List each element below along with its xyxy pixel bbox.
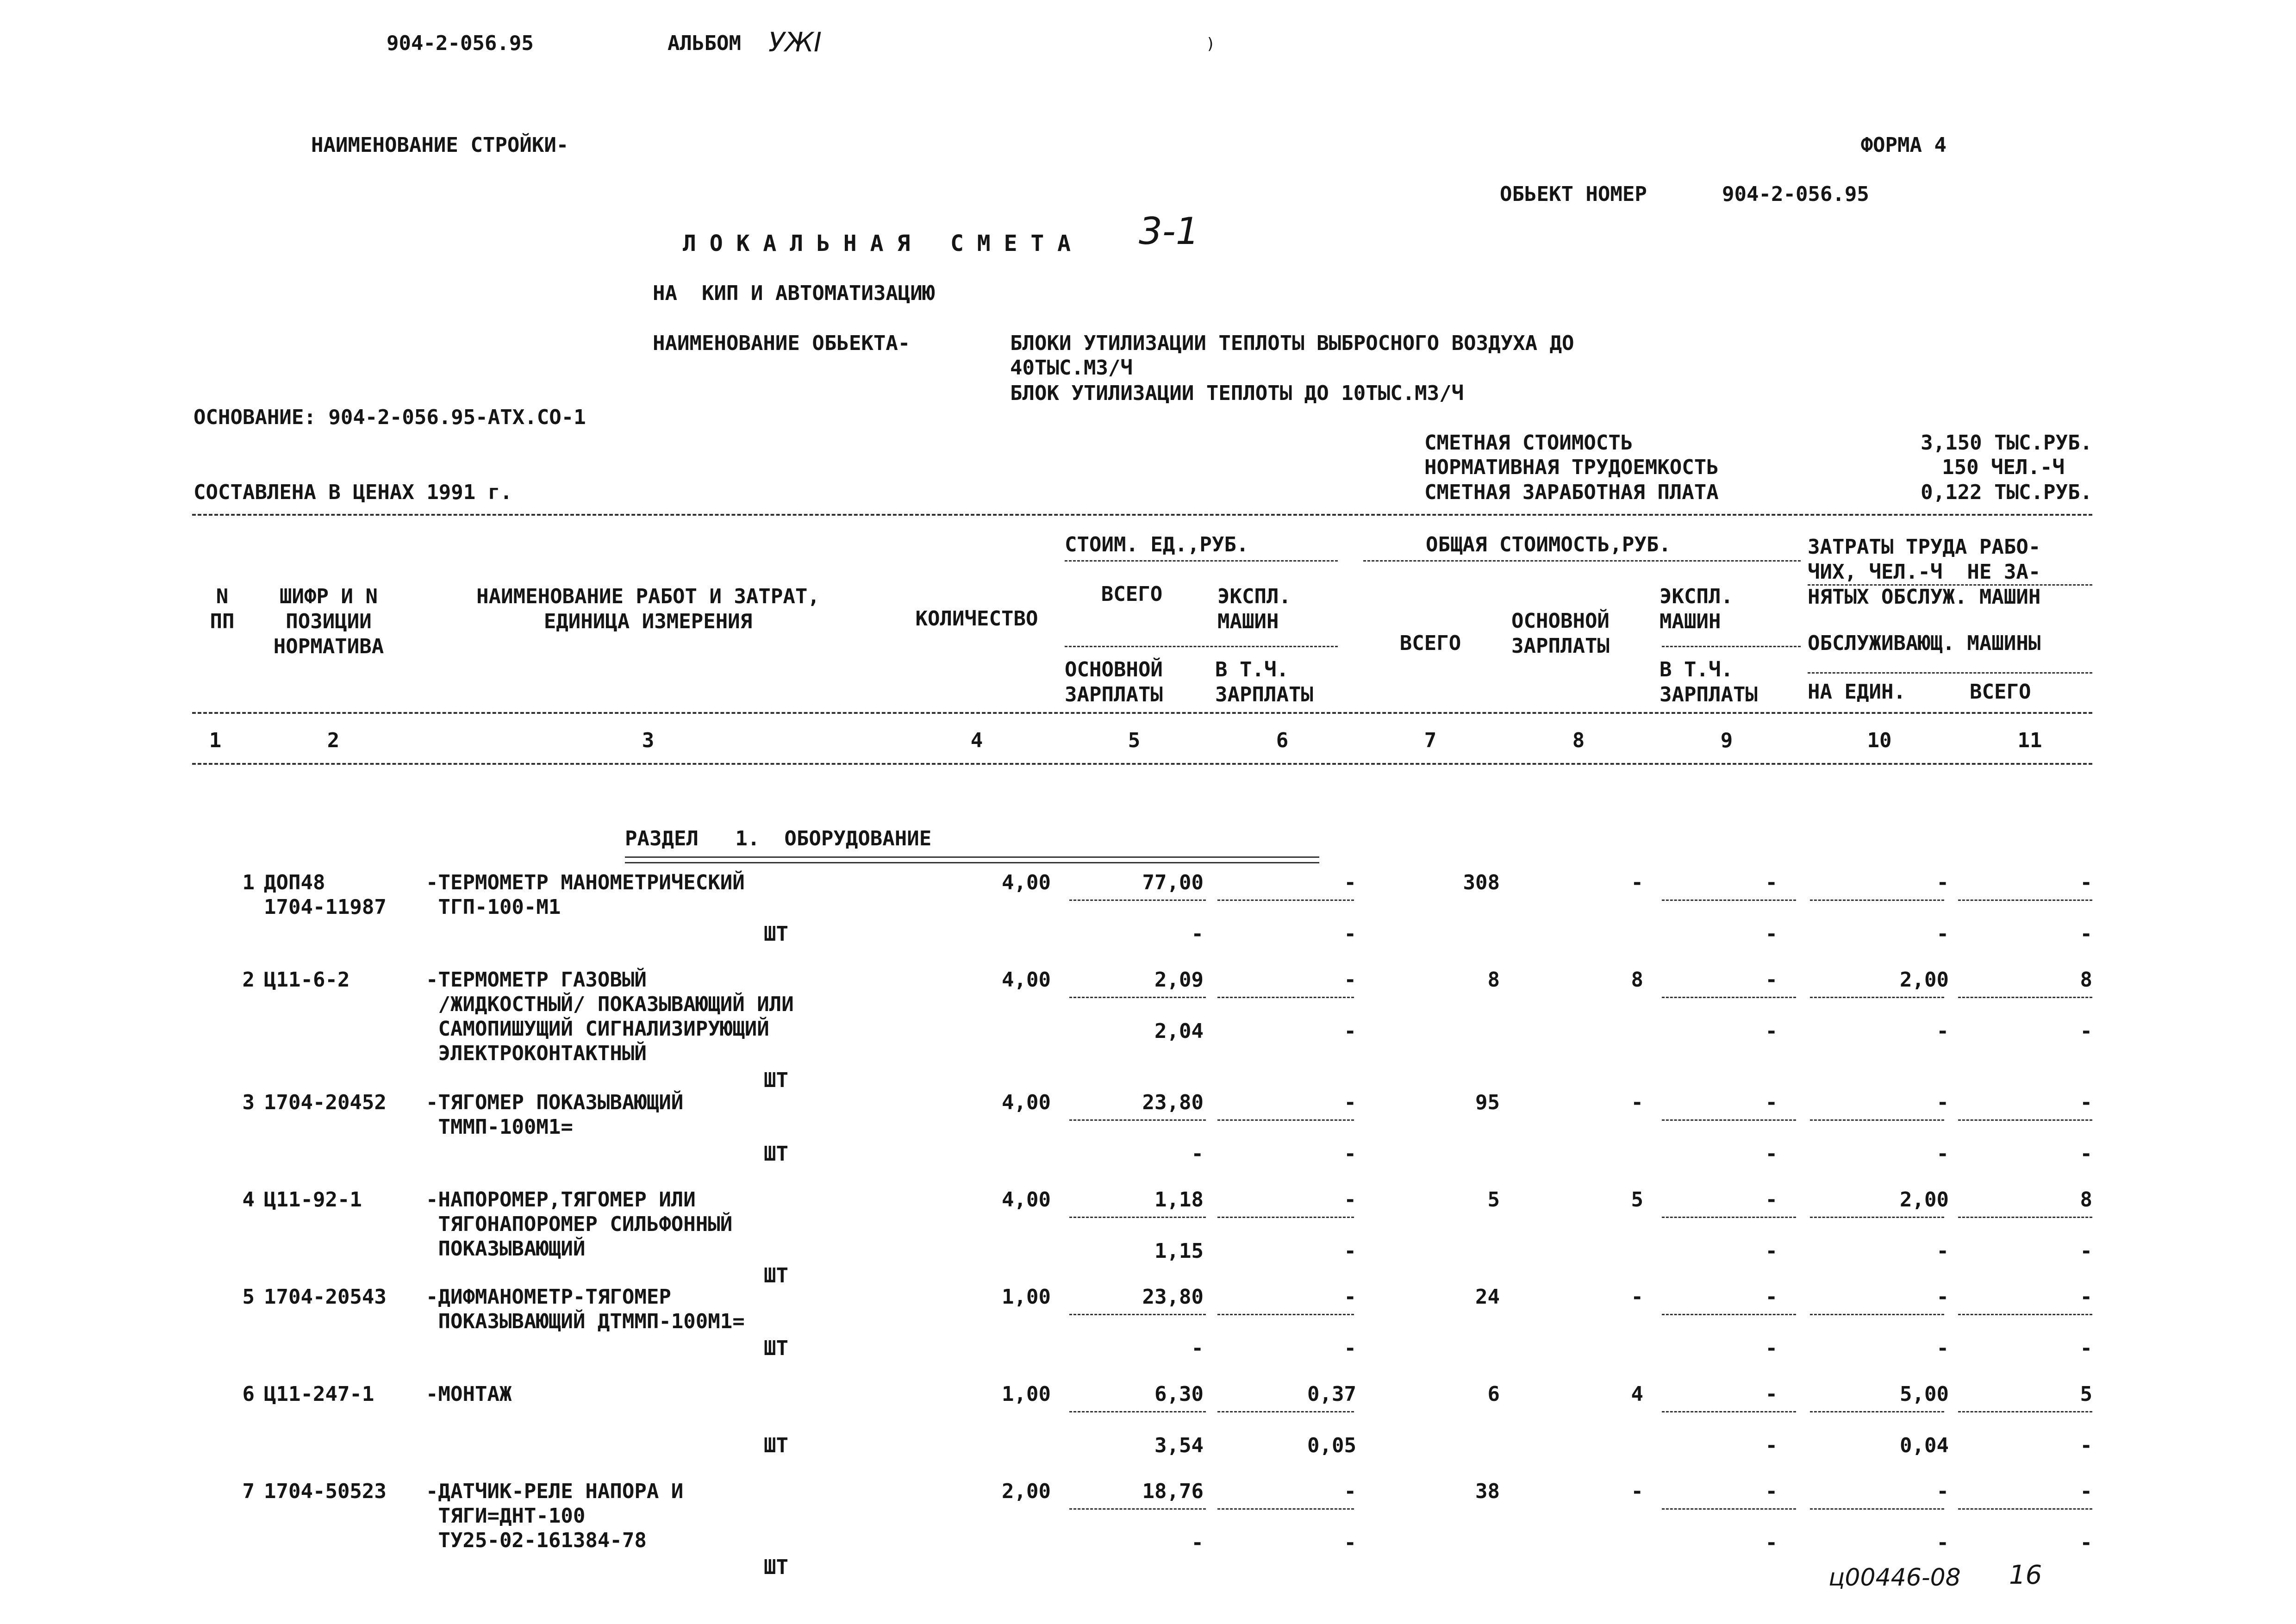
row-quantity: 2,00 <box>1002 1480 1051 1503</box>
object-name-line1: БЛОКИ УТИЛИЗАЦИИ ТЕПЛОТЫ ВЫБРОСНОГО ВОЗДУХА ДО <box>1010 331 1574 355</box>
row-unit-wage: - <box>1191 1531 1204 1555</box>
row-unit-incl-wage: - <box>1344 1142 1356 1166</box>
col-num: 3 <box>642 729 655 752</box>
row-unit: ШТ <box>764 1434 788 1457</box>
row-unit-wage: 3,54 <box>1154 1434 1204 1457</box>
row-total-incl-wage: - <box>1765 1434 1778 1457</box>
object-number: 904-2-056.95 <box>1722 182 1869 206</box>
row-unit-machines: - <box>1344 871 1356 894</box>
row-total: 95 <box>1475 1091 1500 1114</box>
col-num: 7 <box>1424 729 1437 752</box>
row-total-machines: - <box>1765 871 1778 894</box>
row-labor-unit: - <box>1936 1285 1949 1309</box>
unit-cost-header: СТОИМ. ЕД.,РУБ. <box>1065 533 1249 556</box>
row-total-incl-wage: - <box>1765 1531 1778 1555</box>
row-unit-cost: 77,00 <box>1142 871 1204 894</box>
row-number: 1 <box>242 871 255 894</box>
row-labor-total: - <box>2080 1091 2092 1114</box>
row-unit-incl-wage: - <box>1344 922 1356 946</box>
row-total-machines: - <box>1765 1480 1778 1503</box>
row-total-incl-wage: - <box>1765 1239 1778 1263</box>
rule-a <box>1065 560 1338 562</box>
row-labor-service-unit: - <box>1936 1019 1949 1043</box>
row-total-incl-wage: - <box>1765 1019 1778 1043</box>
row-quantity: 4,00 <box>1002 968 1051 992</box>
row-unit: ШТ <box>764 1142 788 1166</box>
row-name-line: ЭЛЕКТРОКОНТАКТНЫЙ <box>426 1042 647 1065</box>
row-name-line: /ЖИДКОСТНЫЙ/ ПОКАЗЫВАЮЩИЙ ИЛИ <box>426 993 794 1016</box>
row-rule <box>1662 1119 1796 1121</box>
row-total-wage: 5 <box>1631 1188 1643 1212</box>
col-num: 11 <box>2017 729 2042 752</box>
row-unit-wage: 2,04 <box>1154 1019 1204 1043</box>
row-rule <box>1958 899 2092 901</box>
unit-wage-header: ОСНОВНОЙ ЗАРПЛАТЫ <box>1065 658 1163 706</box>
row-quantity: 4,00 <box>1002 871 1051 894</box>
row-labor-unit: - <box>1936 1480 1949 1503</box>
col-num: 5 <box>1128 729 1141 752</box>
title-handwritten: 3-1 <box>1139 210 1199 253</box>
rule-e <box>1662 646 1801 647</box>
row-total-wage: - <box>1631 1285 1643 1309</box>
handwritten-stamp: ц00446-08 <box>1828 1564 1961 1592</box>
row-rule <box>1662 899 1796 901</box>
row-rule <box>1069 1217 1206 1218</box>
row-quantity: 4,00 <box>1002 1091 1051 1114</box>
row-labor-total: 8 <box>2080 968 2092 992</box>
row-unit-machines: - <box>1344 1188 1356 1212</box>
row-name-line: САМОПИШУЩИЙ СИГНАЛИЗИРУЮЩИЙ <box>426 1017 769 1041</box>
row-unit-wage: - <box>1191 1337 1204 1360</box>
row-unit-cost: 2,09 <box>1154 968 1204 992</box>
row-rule <box>1069 1411 1206 1412</box>
page-title: Л О К А Л Ь Н А Я С М Е Т А <box>683 231 1071 256</box>
row-unit: ШТ <box>764 1068 788 1092</box>
col-name-header: НАИМЕНОВАНИЕ РАБОТ И ЗАТРАТ, ЕДИНИЦА ИЗМЕРЕНИЯ <box>476 585 820 633</box>
total-incl-wage-header: В Т.Ч. ЗАРПЛАТЫ <box>1660 658 1758 706</box>
row-unit-machines: - <box>1344 968 1356 992</box>
row-total: 6 <box>1487 1382 1500 1406</box>
row-labor-service-total: - <box>2080 922 2092 946</box>
row-rule <box>1069 1508 1206 1510</box>
row-code: Ц11-247-1 <box>264 1382 374 1406</box>
unit-total-header: ВСЕГО <box>1101 582 1163 606</box>
row-unit-wage: - <box>1191 1142 1204 1166</box>
row-rule <box>1958 1119 2092 1121</box>
row-rule <box>1958 1217 2092 1218</box>
header-mid-rule <box>192 712 2092 714</box>
row-rule <box>1810 1508 1944 1510</box>
row-total-wage: - <box>1631 1480 1643 1503</box>
row-rule <box>1217 899 1354 901</box>
section-title: РАЗДЕЛ 1. ОБОРУДОВАНИЕ <box>625 827 932 850</box>
document-number: 904-2-056.95 <box>387 31 534 55</box>
row-rule <box>1217 1119 1354 1121</box>
wages-label: СМЕТНАЯ ЗАРАБОТНАЯ ПЛАТА <box>1424 481 1719 504</box>
row-total: 8 <box>1487 968 1500 992</box>
row-name-line: ПОКАЗЫВАЮЩИЙ <box>426 1237 586 1261</box>
row-unit-incl-wage: - <box>1344 1239 1356 1263</box>
col-num: 6 <box>1276 729 1289 752</box>
row-rule <box>1810 899 1944 901</box>
object-name-line3: БЛОК УТИЛИЗАЦИИ ТЕПЛОТЫ ДО 10ТЫС.М3/Ч <box>1010 381 1464 405</box>
col-num: 9 <box>1720 729 1733 752</box>
row-name-line: ТЯГИ=ДНТ-100 <box>426 1504 586 1528</box>
row-rule <box>1662 1217 1796 1218</box>
object-name-line2: 40ТЫС.М3/Ч <box>1010 356 1133 380</box>
row-total: 5 <box>1487 1188 1500 1212</box>
rule-b <box>1363 560 1801 562</box>
row-rule <box>1958 1411 2092 1412</box>
row-name-line: -ТЯГОМЕР ПОКАЗЫВАЮЩИЙ <box>426 1091 684 1114</box>
unit-machines-header: ЭКСПЛ. МАШИН <box>1217 585 1291 633</box>
row-unit-machines: - <box>1344 1480 1356 1503</box>
rule-d <box>1065 646 1338 647</box>
row-rule <box>1069 1314 1206 1315</box>
row-rule <box>1810 1314 1944 1315</box>
row-unit-wage: 1,15 <box>1154 1239 1204 1263</box>
album-label: АЛЬБОМ <box>668 31 741 55</box>
row-code: Ц11-92-1 <box>264 1188 362 1212</box>
row-number: 3 <box>242 1091 255 1114</box>
row-quantity: 4,00 <box>1002 1188 1051 1212</box>
row-labor-unit: 2,00 <box>1900 1188 1949 1212</box>
row-rule <box>1217 1217 1354 1218</box>
row-labor-service-unit: - <box>1936 922 1949 946</box>
col-num: 4 <box>970 729 983 752</box>
row-unit-incl-wage: 0,05 <box>1307 1434 1356 1457</box>
row-labor-unit: 2,00 <box>1900 968 1949 992</box>
row-rule <box>1810 1217 1944 1218</box>
row-quantity: 1,00 <box>1002 1382 1051 1406</box>
row-rule <box>1217 997 1354 998</box>
row-total-incl-wage: - <box>1765 1142 1778 1166</box>
basis: ОСНОВАНИЕ: 904-2-056.95-АТХ.СО-1 <box>193 406 586 429</box>
rule-f <box>1808 672 2092 674</box>
row-labor-service-total: - <box>2080 1337 2092 1360</box>
row-name-line: -ТЕРМОМЕТР ГАЗОВЫЙ <box>426 968 647 992</box>
row-rule <box>1662 1314 1796 1315</box>
row-name-line: ТУ25-02-161384-78 <box>426 1529 647 1552</box>
total-cost-header: ОБЩАЯ СТОИМОСТЬ,РУБ. <box>1426 533 1671 556</box>
subtitle: НА КИП И АВТОМАТИЗАЦИЮ <box>653 281 935 305</box>
header-top-rule <box>192 514 2092 516</box>
row-labor-unit: - <box>1936 1091 1949 1114</box>
row-total: 24 <box>1475 1285 1500 1309</box>
row-name-line: -МОНТАЖ <box>426 1382 512 1406</box>
row-unit-wage: - <box>1191 922 1204 946</box>
row-number: 6 <box>242 1382 255 1406</box>
labor-unit-header: НА ЕДИН. <box>1808 680 1906 704</box>
row-rule <box>1662 997 1796 998</box>
row-total-machines: - <box>1765 968 1778 992</box>
handwritten-page: 16 <box>2009 1560 2042 1590</box>
row-labor-service-unit: 0,04 <box>1900 1434 1949 1457</box>
row-name-line: -ДИФМАНОМЕТР-ТЯГОМЕР <box>426 1285 671 1309</box>
row-code: Ц11-6-2 <box>264 968 350 992</box>
row-labor-service-unit: - <box>1936 1142 1949 1166</box>
row-name-line: -НАПОРОМЕР,ТЯГОМЕР ИЛИ <box>426 1188 696 1212</box>
labor-total-header: ВСЕГО <box>1970 680 2031 704</box>
row-unit-incl-wage: - <box>1344 1531 1356 1555</box>
row-labor-service-total: - <box>2080 1531 2092 1555</box>
wages-value: 0,122 ТЫС.РУБ. <box>1921 481 2092 504</box>
total-machines-header: ЭКСПЛ. МАШИН <box>1660 585 1733 633</box>
row-unit: ШТ <box>764 1337 788 1360</box>
object-name-label: НАИМЕНОВАНИЕ ОБЬЕКТА- <box>653 331 911 355</box>
row-total-wage: - <box>1631 1091 1643 1114</box>
row-labor-total: 8 <box>2080 1188 2092 1212</box>
row-total: 38 <box>1475 1480 1500 1503</box>
header-bottom-rule <box>192 763 2092 765</box>
row-code: ДОП48 <box>264 871 325 894</box>
rule-c <box>1808 584 2092 586</box>
row-code: 1704-20543 <box>264 1285 387 1309</box>
row-labor-service-unit: - <box>1936 1239 1949 1263</box>
row-total-wage: 4 <box>1631 1382 1643 1406</box>
row-rule <box>1069 1119 1206 1121</box>
total-all-header: ВСЕГО <box>1399 631 1461 655</box>
row-labor-service-total: - <box>2080 1239 2092 1263</box>
row-unit: ШТ <box>764 922 788 946</box>
total-cost-value: 3,150 ТЫС.РУБ. <box>1921 431 2092 455</box>
unit-incl-wage-header: В Т.Ч. ЗАРПЛАТЫ <box>1215 658 1313 706</box>
row-labor-service-unit: - <box>1936 1531 1949 1555</box>
row-unit-cost: 1,18 <box>1154 1188 1204 1212</box>
row-unit-machines: - <box>1344 1285 1356 1309</box>
form-label: ФОРМА 4 <box>1860 133 1947 157</box>
labor-service-header: ОБСЛУЖИВАЮЩ. МАШИНЫ <box>1808 631 2041 655</box>
row-quantity: 1,00 <box>1002 1285 1051 1309</box>
row-total-incl-wage: - <box>1765 1337 1778 1360</box>
price-basis: СОСТАВЛЕНА В ЦЕНАХ 1991 г. <box>193 481 512 504</box>
row-rule <box>1810 997 1944 998</box>
row-total-machines: - <box>1765 1382 1778 1406</box>
row-unit-cost: 23,80 <box>1142 1091 1204 1114</box>
row-rule <box>1069 899 1206 901</box>
row-name-line: -ДАТЧИК-РЕЛЕ НАПОРА И <box>426 1480 684 1503</box>
row-number: 5 <box>242 1285 255 1309</box>
row-number: 7 <box>242 1480 255 1503</box>
row-name-line: ТЯГОНАПОРОМЕР СИЛЬФОННЫЙ <box>426 1212 733 1236</box>
row-total-wage: - <box>1631 871 1643 894</box>
col-num: 2 <box>327 729 340 752</box>
row-unit-cost: 18,76 <box>1142 1480 1204 1503</box>
row-unit-cost: 23,80 <box>1142 1285 1204 1309</box>
row-number: 4 <box>242 1188 255 1212</box>
row-name-line: ТГП-100-М1 <box>426 895 561 919</box>
row-labor-unit: - <box>1936 871 1949 894</box>
row-rule <box>1810 1119 1944 1121</box>
object-number-label: ОБЬЕКТ НОМЕР <box>1500 182 1647 206</box>
total-wage-header: ОСНОВНОЙ ЗАРПЛАТЫ <box>1511 609 1610 658</box>
col-num: 8 <box>1572 729 1585 752</box>
row-total-machines: - <box>1765 1188 1778 1212</box>
row-number: 2 <box>242 968 255 992</box>
section-underline <box>625 856 1319 863</box>
row-unit-machines: 0,37 <box>1307 1382 1356 1406</box>
row-unit: ШТ <box>764 1264 788 1287</box>
labor-intensity-value: 150 ЧЕЛ.-Ч <box>1942 456 2065 479</box>
row-code: 1704-20452 <box>264 1091 387 1114</box>
row-total-machines: - <box>1765 1091 1778 1114</box>
col-num: 1 <box>209 729 222 752</box>
construction-label: НАИМЕНОВАНИЕ СТРОЙКИ- <box>311 133 569 157</box>
row-labor-total: 5 <box>2080 1382 2092 1406</box>
row-code-secondary: 1704-11987 <box>264 895 387 919</box>
col-num: 10 <box>1867 729 1892 752</box>
stray-mark: ) <box>1206 35 1216 53</box>
row-rule <box>1662 1508 1796 1510</box>
row-total: 308 <box>1463 871 1500 894</box>
col-quantity-header: КОЛИЧЕСТВО <box>915 607 1038 631</box>
row-code: 1704-50523 <box>264 1480 387 1503</box>
row-unit: ШТ <box>764 1555 788 1579</box>
album-handwritten: УЖI <box>768 26 822 58</box>
row-labor-total: - <box>2080 1480 2092 1503</box>
row-labor-service-total: - <box>2080 1019 2092 1043</box>
row-rule <box>1217 1314 1354 1315</box>
row-name-line: -ТЕРМОМЕТР МАНОМЕТРИЧЕСКИЙ <box>426 871 745 894</box>
row-rule <box>1217 1411 1354 1412</box>
col-number-header: N ПП <box>210 585 235 633</box>
row-rule <box>1958 1508 2092 1510</box>
row-unit-cost: 6,30 <box>1154 1382 1204 1406</box>
row-total-wage: 8 <box>1631 968 1643 992</box>
row-labor-service-total: - <box>2080 1142 2092 1166</box>
row-rule <box>1069 997 1206 998</box>
col-code-header: ШИФР И N ПОЗИЦИИ НОРМАТИВА <box>273 585 384 658</box>
row-total-machines: - <box>1765 1285 1778 1309</box>
row-labor-total: - <box>2080 871 2092 894</box>
row-total-incl-wage: - <box>1765 922 1778 946</box>
row-rule <box>1662 1411 1796 1412</box>
row-name-line: ПОКАЗЫВАЮЩИЙ ДТММП-100М1= <box>426 1310 745 1333</box>
row-labor-unit: 5,00 <box>1900 1382 1949 1406</box>
row-rule <box>1810 1411 1944 1412</box>
row-labor-service-unit: - <box>1936 1337 1949 1360</box>
labor-intensity-label: НОРМАТИВНАЯ ТРУДОЕМКОСТЬ <box>1424 456 1719 479</box>
row-rule <box>1958 1314 2092 1315</box>
row-labor-total: - <box>2080 1285 2092 1309</box>
row-unit-incl-wage: - <box>1344 1337 1356 1360</box>
total-cost-label: СМЕТНАЯ СТОИМОСТЬ <box>1424 431 1633 455</box>
row-rule <box>1217 1508 1354 1510</box>
row-name-line: ТММП-100М1= <box>426 1115 573 1139</box>
row-unit-machines: - <box>1344 1091 1356 1114</box>
labor-header: ЗАТРАТЫ ТРУДА РАБО- ЧИХ, ЧЕЛ.-Ч НЕ ЗА- НЯТЫХ ОБСЛУЖ. МАШИН <box>1808 535 2041 609</box>
row-rule <box>1958 997 2092 998</box>
row-unit-incl-wage: - <box>1344 1019 1356 1043</box>
row-labor-service-total: - <box>2080 1434 2092 1457</box>
